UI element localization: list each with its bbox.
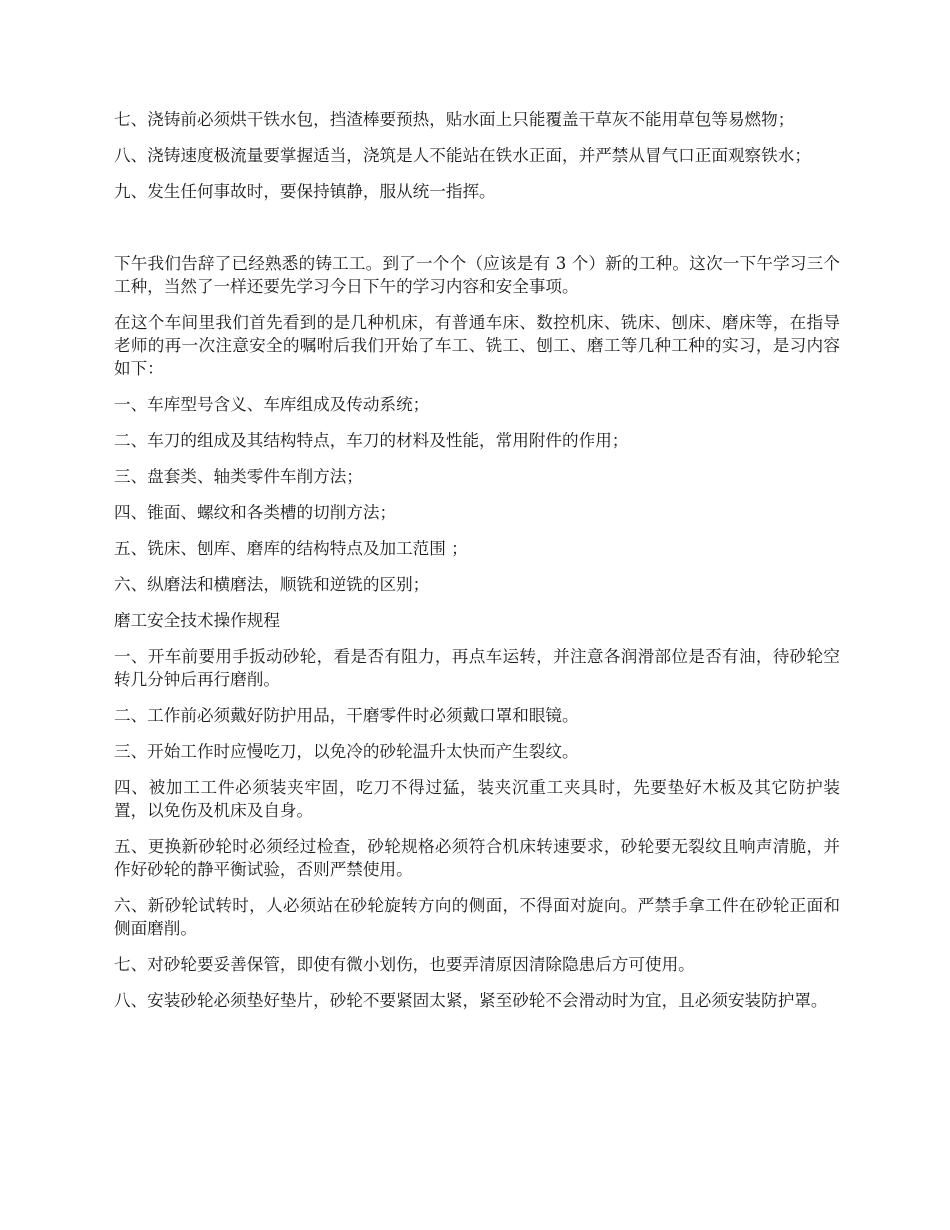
grinding-rule-7: 七、对砂轮要妥善保管，即使有微小划伤，也要弄清原因清除隐患后方可使用。 <box>114 955 695 974</box>
grinding-rule-5: 五、更换新砂轮时必须经过检查，砂轮规格必须符合机床转速要求，砂轮要无裂纹且响声清脆，并作好砂轮的静平衡试验，否则严禁使用。 <box>114 837 840 879</box>
list-item-content-5: 五、铣床、刨库、磨库的结构特点及加工范围 ； <box>114 539 468 558</box>
section-gap <box>114 216 840 252</box>
paragraph-workshop-intro: 在这个车间里我们首先看到的是几种机床，有普通车床、数控机床、铣床、刨床、磨床等，在指导老师的再一次注意安全的嘱咐后我们开始了车工、铣工、刨工、磨工等几种工种的实习，是习内容如下： <box>114 313 840 378</box>
list-item-content-4: 四、锥面、螺纹和各类槽的切削方法； <box>114 503 397 522</box>
paragraph-pouring-8: 八、浇铸速度极流量要掌握适当，浇筑是人不能站在铁水正面，并严禁从冒气口正面观察铁水； <box>114 146 811 165</box>
grinding-rule-4: 四、被加工工件必须装夹牢固，吃刀不得过猛，装夹沉重工夹具时，先要垫好木板及其它防护装置，以免伤及机床及自身。 <box>114 778 840 820</box>
list-item-content-2: 二、车刀的组成及其结构特点，车刀的材料及性能，常用附件的作用； <box>114 431 629 450</box>
list-item-content-1: 一、车库型号含义、车库组成及传动系统； <box>114 395 430 414</box>
document-body <box>114 108 840 1025</box>
paragraph-pouring-9: 九、发生任何事故时，要保持镇静，服从统一指挥。 <box>114 182 496 201</box>
grinding-rule-8: 八、安装砂轮必须垫好垫片，砂轮不要紧固太紧，紧至砂轮不会滑动时为宜，且必须安装防护罩。 <box>114 991 828 1010</box>
grinding-safety-heading: 磨工安全技术操作规程 <box>114 611 280 630</box>
grinding-rule-1: 一、开车前要用手扳动砂轮，看是否有阻力，再点车运转，并注意各润滑部位是否有油，待砂轮空转几分钟后再行磨削。 <box>114 647 840 689</box>
paragraph-pouring-7: 七、浇铸前必须烘干铁水包，挡渣棒要预热，贴水面上只能覆盖干草灰不能用草包等易燃物； <box>114 110 795 129</box>
list-item-content-3: 三、盘套类、轴类零件车削方法； <box>114 467 363 486</box>
grinding-rule-6: 六、新砂轮试转时，人必须站在砂轮旋转方向的侧面，不得面对旋向。严禁手拿工件在砂轮正面和侧面磨削。 <box>114 896 840 938</box>
grinding-rule-2: 二、工作前必须戴好防护用品，干磨零件时必须戴口罩和眼镜。 <box>114 706 579 725</box>
grinding-rule-3: 三、开始工作时应慢吃刀，以免冷的砂轮温升太快而产生裂纹。 <box>114 742 579 761</box>
paragraph-afternoon-intro: 下午我们告辞了已经熟悉的铸工工。到了一个个（应该是有 3 个）新的工种。这次一下午学习三个工种，当然了一样还要先学习今日下午的学习内容和安全事项。 <box>114 254 840 296</box>
list-item-content-6: 六、纵磨法和横磨法，顺铣和逆铣的区别； <box>114 575 430 594</box>
